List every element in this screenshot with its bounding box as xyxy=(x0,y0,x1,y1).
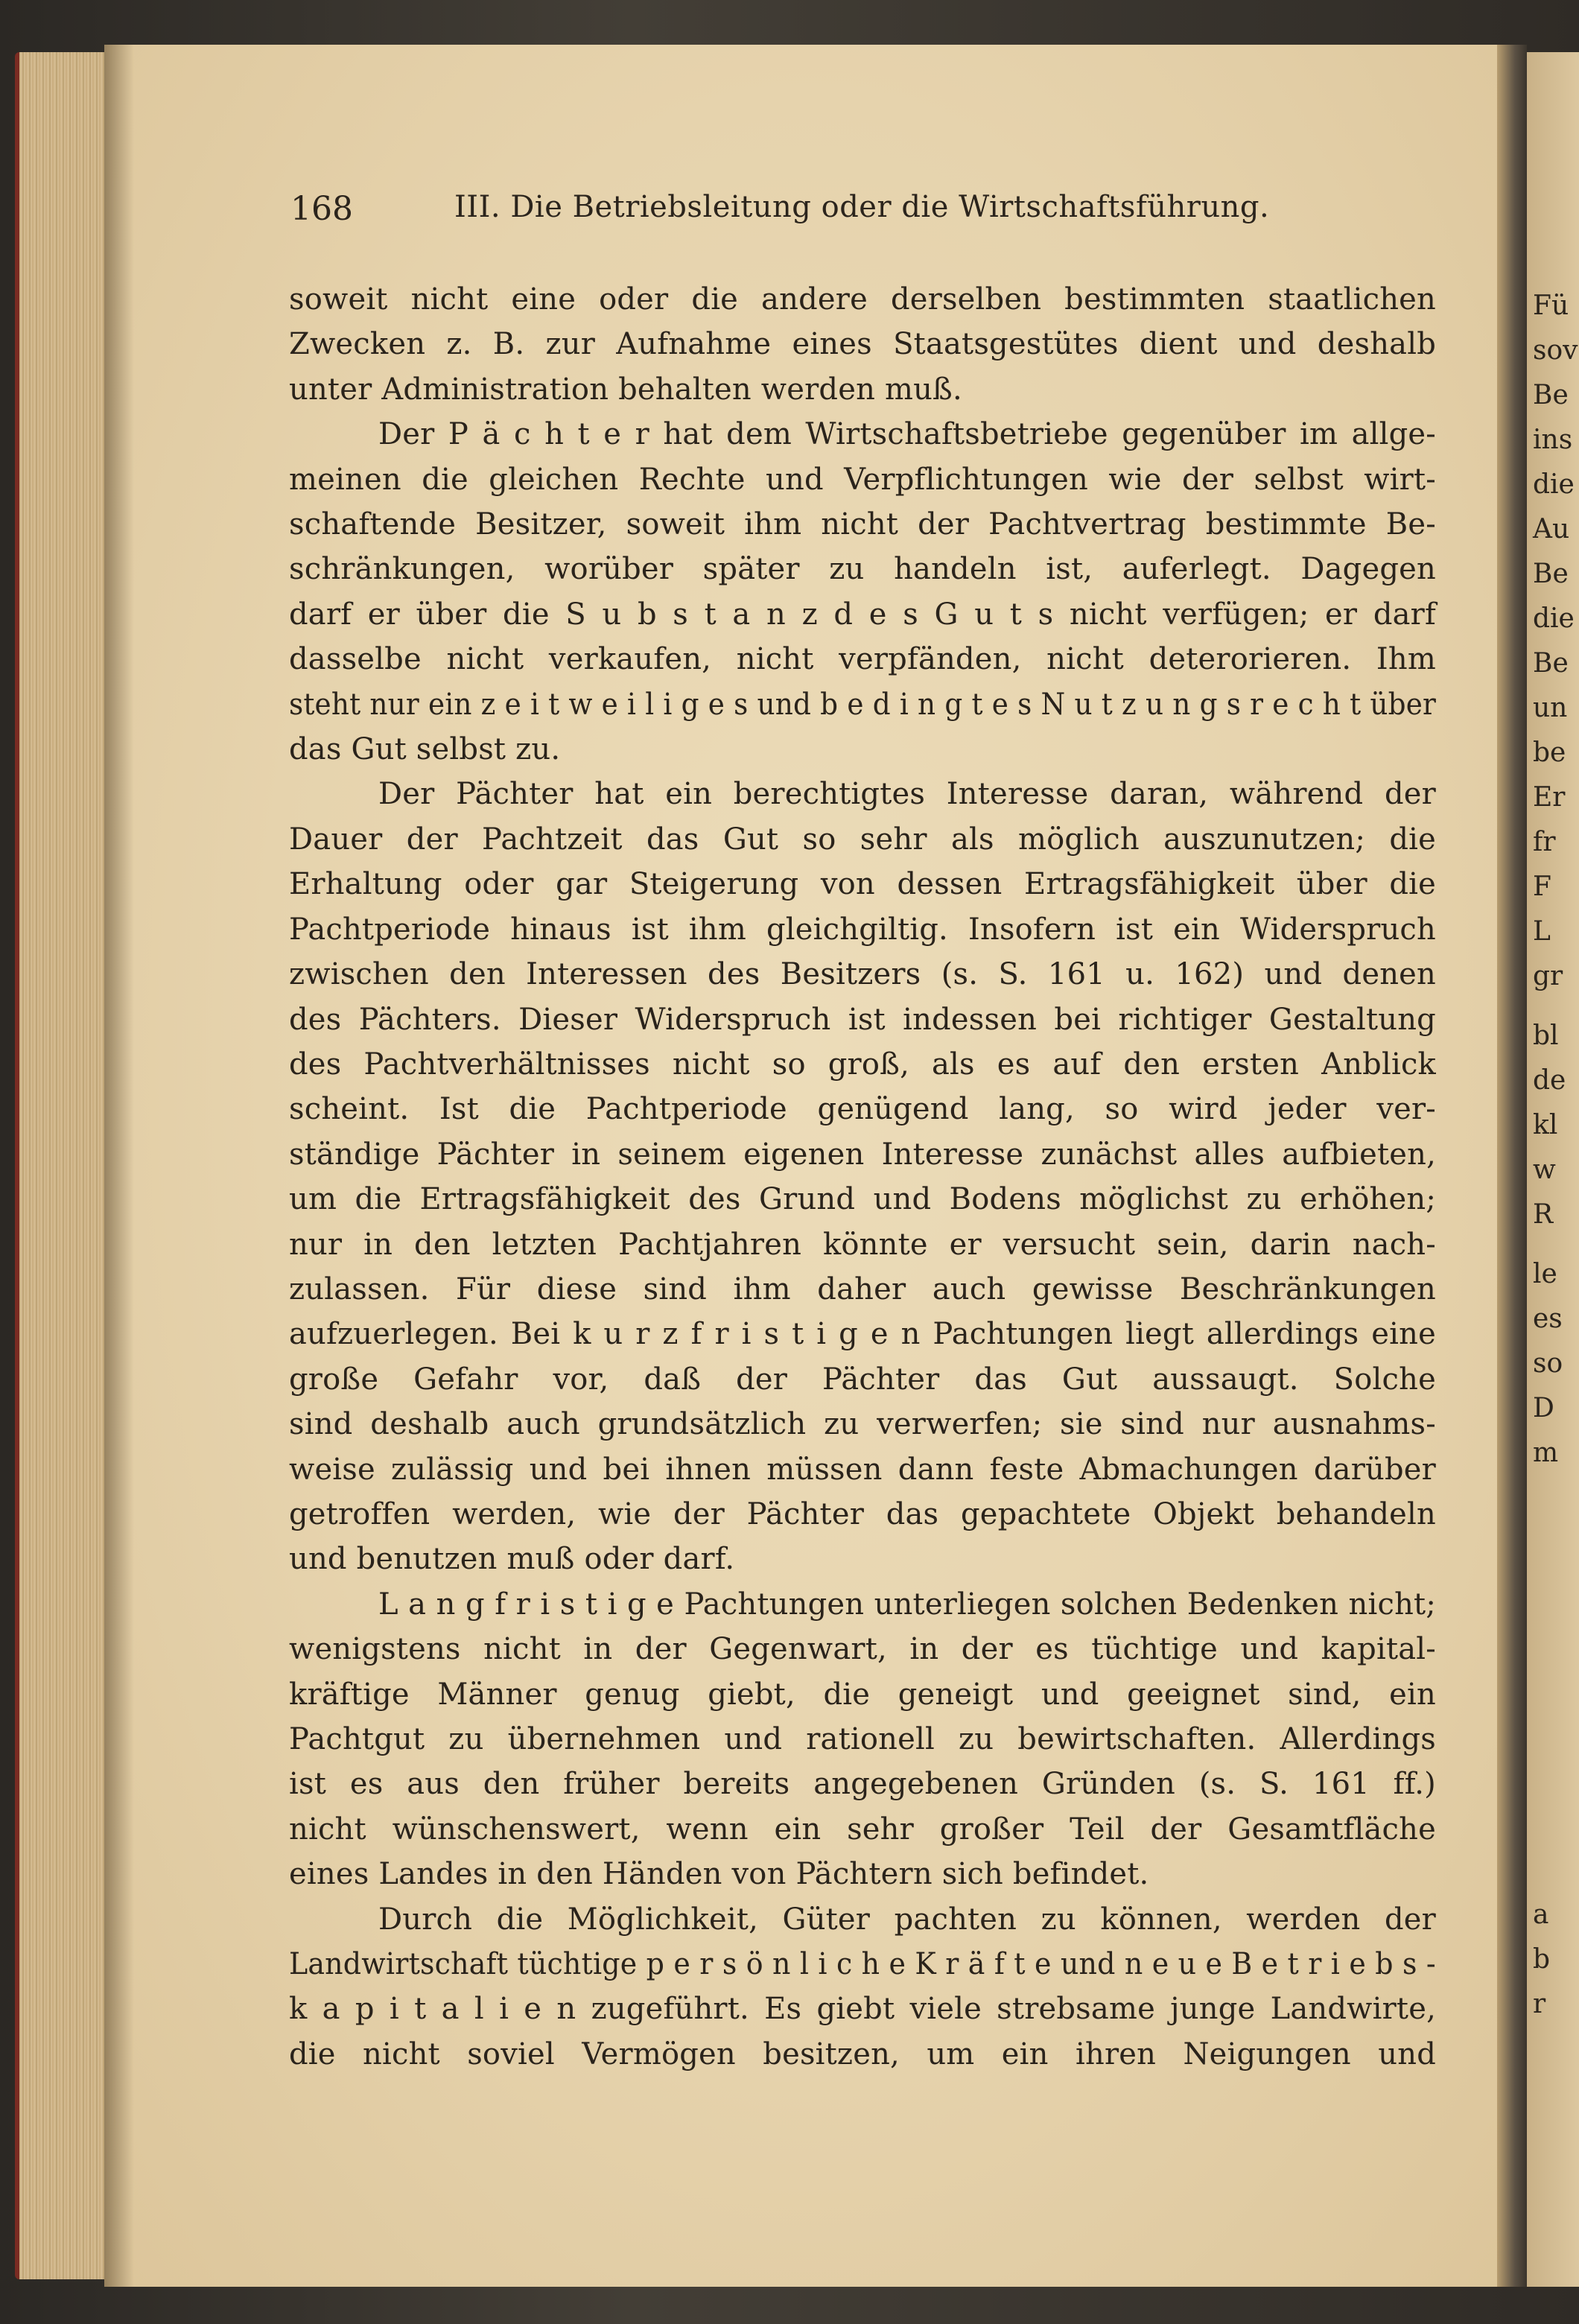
next-page-fragment: a xyxy=(1533,1899,1549,1930)
text-line: und benutzen muß oder darf. xyxy=(289,1542,735,1577)
text-line: steht nur ein z e i t w e i l i g e s und b e d i n g t e s N u t z u n g s r e c h t über xyxy=(289,687,1437,722)
next-page-fragment: m xyxy=(1533,1438,1559,1468)
next-page-fragment: be xyxy=(1533,737,1566,768)
next-page-fragment: gr xyxy=(1533,961,1563,991)
text-line: darf er über die S u b s t a n z d e s G u t s nicht verfügen; er darf xyxy=(289,597,1436,632)
text-line: das Gut selbst zu. xyxy=(289,732,561,767)
next-page-fragment: fr xyxy=(1533,827,1556,857)
text-line: ist es aus den früher bereits angegebenen Gründen (s. S. 161 ff.) xyxy=(289,1767,1436,1802)
text-line: soweit nicht eine oder die andere derselben bestimmten staatlichen xyxy=(289,282,1436,317)
text-line: Pachtgut zu übernehmen und rationell zu bewirtschaften. Allerdings xyxy=(289,1722,1436,1756)
text-line: um die Ertragsfähigkeit des Grund und Bodens möglichst zu erhöhen; xyxy=(289,1182,1436,1217)
next-page-fragment: r xyxy=(1533,1989,1546,2019)
next-page-fragment: Be xyxy=(1533,380,1569,410)
next-page-fragment: so xyxy=(1533,1348,1563,1379)
next-page-fragment: ins xyxy=(1533,425,1573,455)
text-line: Durch die Möglichkeit, Güter pachten zu können, werden der xyxy=(378,1902,1436,1937)
next-page-fragment: L xyxy=(1533,916,1551,947)
next-page-fragment: es xyxy=(1533,1304,1563,1334)
text-line: wenigstens nicht in der Gegenwart, in der es tüchtige und kapital- xyxy=(289,1632,1436,1667)
text-line: sind deshalb auch grundsätzlich zu verwerfen; sie sind nur ausnahms- xyxy=(289,1407,1436,1442)
body-text xyxy=(289,277,1436,2077)
text-line: meinen die gleichen Rechte und Verpflichtungen wie der selbst wirt- xyxy=(289,462,1436,497)
text-line: k a p i t a l i e n zugeführt. Es giebt viele strebsame junge Landwirte, xyxy=(289,1992,1436,2027)
next-page-fragment: Be xyxy=(1533,648,1569,679)
text-line: getroffen werden, wie der Pächter das gepachtete Objekt behandeln xyxy=(289,1496,1436,1531)
next-page-fragment: D xyxy=(1533,1393,1554,1423)
text-line: weise zulässig und bei ihnen müssen dann feste Abmachungen darüber xyxy=(289,1452,1436,1487)
next-page-fragment: le xyxy=(1533,1259,1557,1289)
text-line: schränkungen, worüber später zu handeln ist, auferlegt. Dagegen xyxy=(289,552,1436,587)
next-page-fragment: un xyxy=(1533,693,1568,723)
next-page-fragment: sov xyxy=(1533,335,1578,366)
next-page-fragment: F xyxy=(1533,872,1551,902)
text-line: zwischen den Interessen des Besitzers (s. S. 161 u. 162) und denen xyxy=(289,957,1436,992)
text-line: unter Administration behalten werden muß. xyxy=(289,372,962,407)
text-line: die nicht soviel Vermögen besitzen, um ein ihren Neigungen und xyxy=(289,2036,1436,2071)
text-line: Pachtperiode hinaus ist ihm gleichgiltig. Insofern ist ein Widerspruch xyxy=(289,912,1436,947)
text-line: Zwecken z. B. zur Aufnahme eines Staatsgestütes dient und deshalb xyxy=(289,327,1436,362)
text-line: zulassen. Für diese sind ihm daher auch gewisse Beschränkungen xyxy=(289,1271,1436,1307)
text-line: ständige Pächter in seinem eigenen Interesse zunächst alles aufbieten, xyxy=(289,1137,1436,1172)
next-page-fragment: Fü xyxy=(1533,290,1569,321)
page-edge-shadow xyxy=(104,45,134,2287)
running-head xyxy=(290,190,1437,235)
next-page-fragment: bl xyxy=(1533,1020,1559,1051)
next-page-fragment: die xyxy=(1533,469,1575,500)
text-line: eines Landes in den Händen von Pächtern sich befindet. xyxy=(289,1857,1149,1892)
next-page-fragment: kl xyxy=(1533,1110,1558,1140)
text-line: aufzuerlegen. Bei k u r z f r i s t i g e n Pachtungen liegt allerdings eine xyxy=(289,1317,1436,1352)
text-line: Der P ä c h t e r hat dem Wirtschaftsbetriebe gegenüber im allge- xyxy=(378,417,1436,452)
page-edges xyxy=(15,52,116,2279)
page-number: 168 xyxy=(290,190,353,228)
text-line: des Pächters. Dieser Widerspruch ist indessen bei richtiger Gestaltung xyxy=(289,1002,1436,1037)
text-line: des Pachtverhältnisses nicht so groß, als es auf den ersten Anblick xyxy=(289,1047,1436,1082)
next-page-fragment: de xyxy=(1533,1065,1566,1096)
next-page-fragment: w xyxy=(1533,1155,1556,1185)
text-line: dasselbe nicht verkaufen, nicht verpfänden, nicht deterorieren. Ihm xyxy=(289,642,1436,677)
text-line: Landwirtschaft tüchtige p e r s ö n l i c h e K r ä f t e und n e u e B e t r i e b s - xyxy=(289,1947,1436,1982)
next-page-sliver xyxy=(1527,52,1579,2287)
next-page-fragment: b xyxy=(1533,1944,1551,1975)
next-page-fragment: R xyxy=(1533,1199,1554,1230)
next-page-fragment: Er xyxy=(1533,782,1566,813)
text-line: Dauer der Pachtzeit das Gut so sehr als möglich auszunutzen; die xyxy=(289,822,1436,857)
text-line: L a n g f r i s t i g e Pachtungen unterliegen solchen Bedenken nicht; xyxy=(378,1587,1436,1622)
text-line: schaftende Besitzer, soweit ihm nicht der Pachtvertrag bestimmte Be- xyxy=(289,507,1436,542)
next-page-fragment: die xyxy=(1533,603,1575,634)
text-line: große Gefahr vor, daß der Pächter das Gut aussaugt. Solche xyxy=(289,1362,1436,1397)
text-line: nur in den letzten Pachtjahren könnte er versucht sein, darin nach- xyxy=(289,1227,1436,1262)
next-page-fragment: Be xyxy=(1533,559,1569,589)
text-line: scheint. Ist die Pachtperiode genügend lang, so wird jeder ver- xyxy=(289,1092,1436,1127)
text-line: kräftige Männer genug giebt, die geneigt und geeignet sind, ein xyxy=(289,1677,1436,1712)
text-line: nicht wünschenswert, wenn ein sehr großer Teil der Gesamtfläche xyxy=(289,1812,1436,1847)
book-gutter xyxy=(1497,45,1527,2287)
running-title: III. Die Betriebsleitung oder die Wirtschaftsführung. xyxy=(454,190,1270,224)
next-page-fragment: Au xyxy=(1533,514,1570,545)
text-line: Erhaltung oder gar Steigerung von dessen Ertragsfähigkeit über die xyxy=(289,867,1436,902)
text-line: Der Pächter hat ein berechtigtes Interesse daran, während der xyxy=(378,777,1436,812)
